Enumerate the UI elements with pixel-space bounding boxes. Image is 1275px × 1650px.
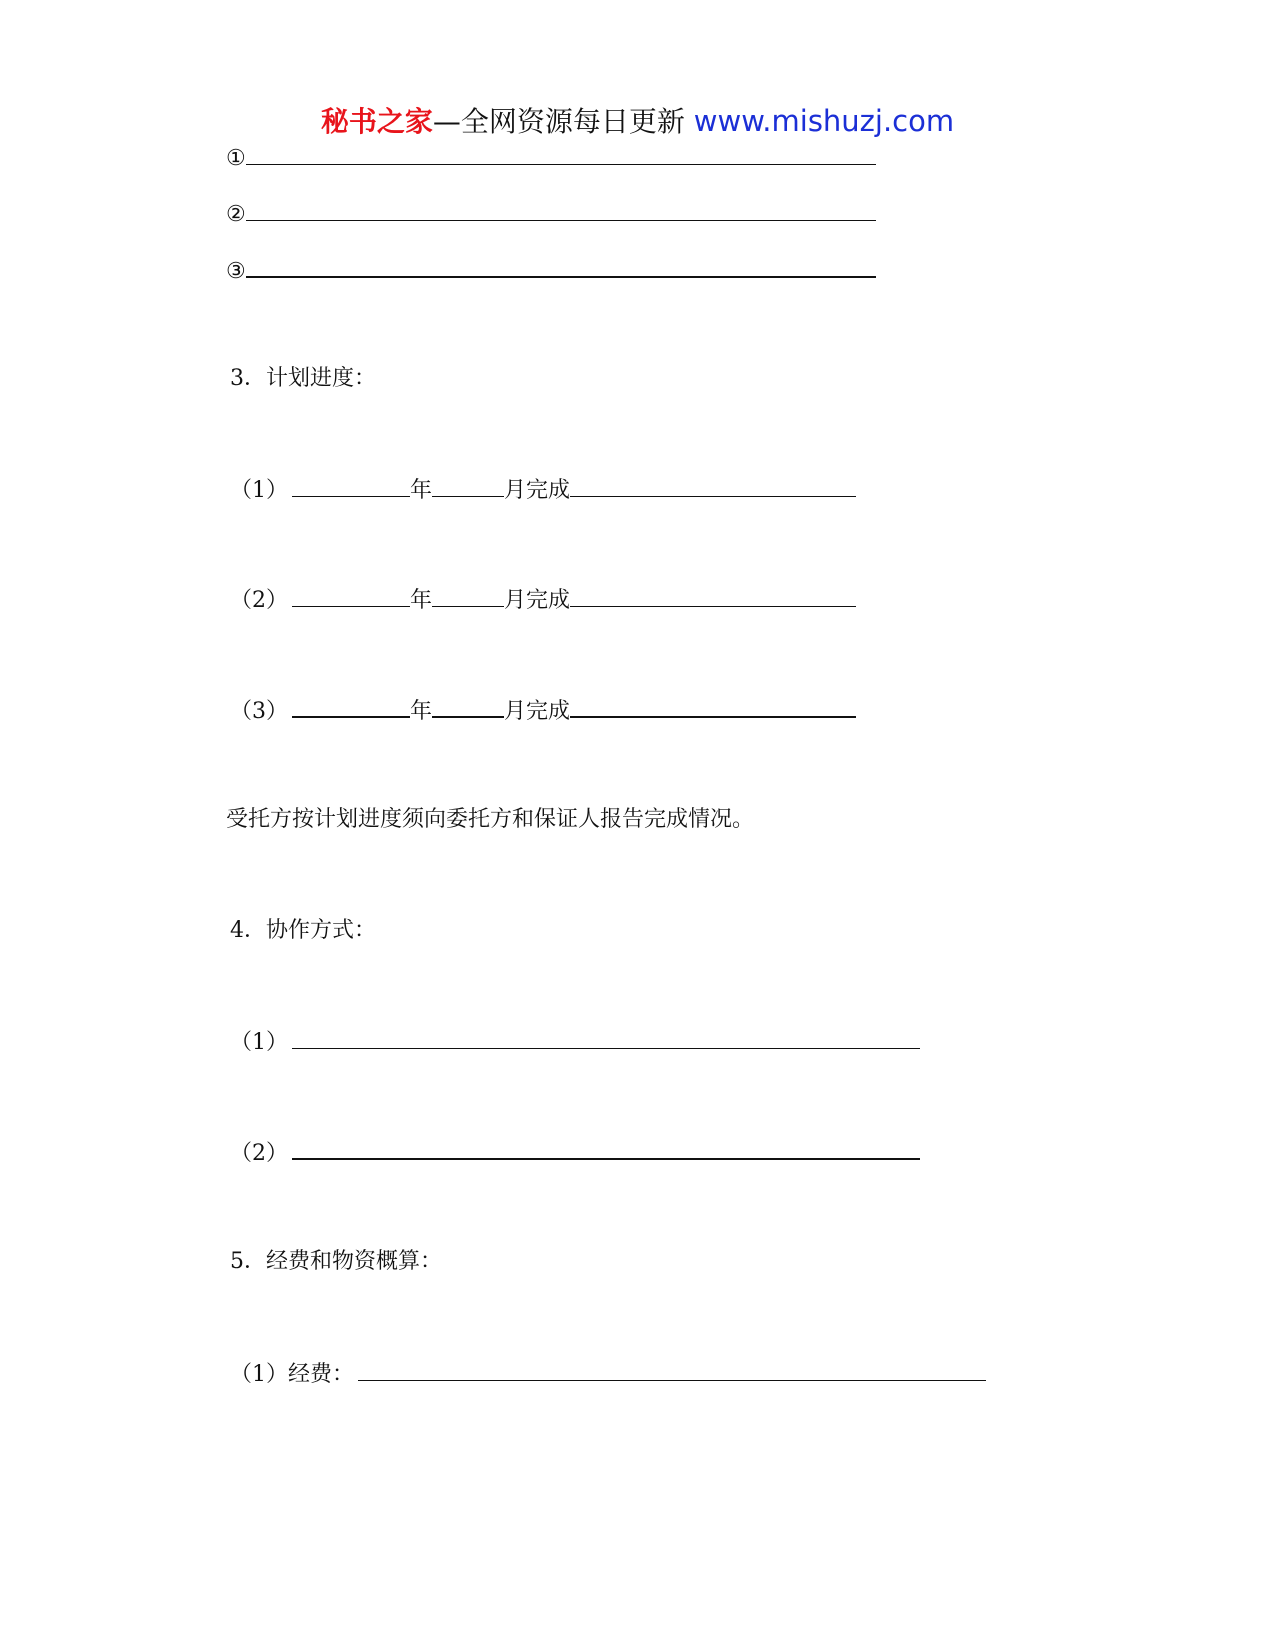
row-label: （1） bbox=[230, 478, 288, 503]
section-5-title: 5．经费和物资概算： bbox=[230, 1249, 442, 1274]
row-label: （2） bbox=[230, 1141, 288, 1166]
year-label: 年 bbox=[410, 588, 433, 613]
fill-blank[interactable] bbox=[292, 1136, 920, 1160]
schedule-row-3 bbox=[230, 694, 856, 727]
detail-blank[interactable] bbox=[570, 584, 856, 607]
year-label: 年 bbox=[410, 478, 433, 503]
month-done-label: 月完成 bbox=[504, 588, 571, 613]
detail-blank[interactable] bbox=[570, 474, 856, 497]
schedule-row-1 bbox=[230, 474, 856, 506]
brand-name: 秘书之家 bbox=[320, 105, 433, 138]
detail-blank[interactable] bbox=[570, 694, 856, 718]
year-blank[interactable] bbox=[292, 584, 410, 607]
fill-blank[interactable] bbox=[246, 142, 876, 165]
year-blank[interactable] bbox=[292, 474, 410, 497]
item-marker-1: ① bbox=[226, 146, 246, 171]
section-4-title: 4．协作方式： bbox=[230, 918, 376, 943]
cooperation-row-1 bbox=[230, 1026, 920, 1058]
year-label: 年 bbox=[410, 699, 433, 724]
section-3-title: 3．计划进度： bbox=[230, 366, 376, 391]
month-done-label: 月完成 bbox=[504, 478, 571, 503]
row-label: （2） bbox=[230, 588, 288, 613]
site-banner bbox=[0, 100, 1275, 140]
budget-row-1 bbox=[230, 1358, 986, 1390]
month-blank[interactable] bbox=[432, 584, 504, 607]
cooperation-row-2 bbox=[230, 1136, 920, 1169]
fill-blank[interactable] bbox=[358, 1358, 986, 1381]
month-blank[interactable] bbox=[432, 694, 504, 718]
fill-blank[interactable] bbox=[246, 198, 876, 221]
item-marker-3: ③ bbox=[226, 259, 246, 284]
month-blank[interactable] bbox=[432, 474, 504, 497]
schedule-note: 受托方按计划进度须向委托方和保证人报告完成情况。 bbox=[226, 807, 755, 832]
row-label: （3） bbox=[230, 699, 288, 724]
item-line-3 bbox=[226, 254, 876, 287]
banner-tagline: —全网资源每日更新 bbox=[432, 105, 685, 138]
site-url-link[interactable]: www.mishuzj.com bbox=[693, 104, 955, 138]
fill-blank[interactable] bbox=[246, 254, 876, 278]
row-label: （1） bbox=[230, 1030, 288, 1055]
item-line-1 bbox=[226, 142, 876, 174]
fill-blank[interactable] bbox=[292, 1026, 920, 1049]
budget-label: （1）经费： bbox=[230, 1362, 354, 1387]
item-line-2 bbox=[226, 198, 876, 230]
year-blank[interactable] bbox=[292, 694, 410, 718]
schedule-row-2 bbox=[230, 584, 856, 616]
item-marker-2: ② bbox=[226, 202, 246, 227]
month-done-label: 月完成 bbox=[504, 699, 571, 724]
